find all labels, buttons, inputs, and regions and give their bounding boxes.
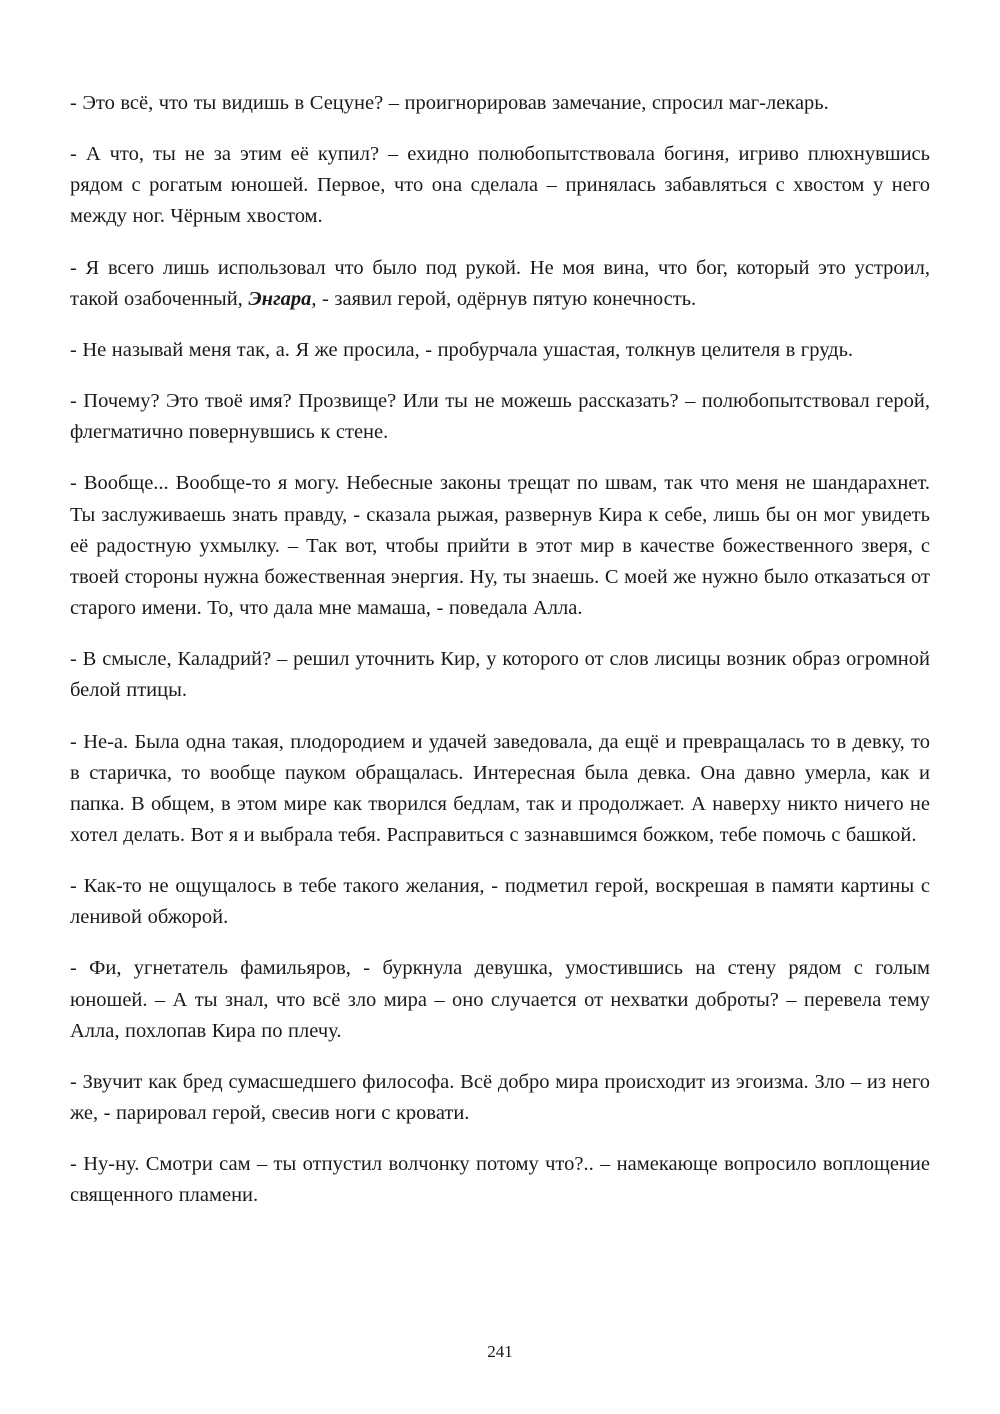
emphasized-name: Энгара <box>248 287 312 310</box>
paragraph: - Как-то не ощущалось в тебе такого желания, - подметил герой, воскрешая в памяти картины с ленивой обжорой. <box>70 875 930 929</box>
paragraph-with-emphasis <box>70 253 930 315</box>
paragraph: - Звучит как бред сумасшедшего философа. Всё добро мира происходит из эгоизма. Зло – из него же, - парировал герой, свесив ноги с кровати. <box>70 1070 930 1125</box>
paragraph: - Почему? Это твоё имя? Прозвище? Или ты не можешь рассказать? – полюбопытствовал герой, флегматично повернувшись к стене. <box>70 390 930 444</box>
paragraph-segment-text: - Я всего лишь использовал что было под рукой. Не моя вина, что бог, который это устроил, такой озабоченный, <box>70 256 930 310</box>
paragraph: - А что, ты не за этим её купил? – ехидно полюбопытствовала богиня, игриво плюхнувшись рядом с рогатым юношей. Первое, что она сделала – принялась забавляться с хвостом у него между ног. Чёрным хвостом. <box>70 143 930 228</box>
paragraph-segment-text: , - заявил герой, одёрнув пятую конечность. <box>311 287 697 310</box>
paragraph: - В смысле, Каладрий? – решил уточнить Кир, у которого от слов лисицы возник образ огромной белой птицы. <box>70 648 930 702</box>
page-number: 241 <box>487 1342 513 1361</box>
paragraph: - Не-а. Была одна такая, плодородием и удачей заведовала, да ещё и превращалась то в девку, то в старичка, то вообще пауком обращалась. Интересная была девка. Она давно умерла, как и папка. В общем, в этом мире как творился бедлам, так и продолжает. А наверху никто ничего не хотел делать. Вот я и выбрала тебя. Расправиться с зазнавшимся божком, тебе помочь с башкой. <box>70 730 930 846</box>
paragraph: - Это всё, что ты видишь в Сецуне? – проигнорировав замечание, спросил маг-лекарь. <box>70 92 829 114</box>
paragraph: - Не называй меня так, а. Я же просила, - пробурчала ушастая, толкнув целителя в грудь. <box>70 338 854 361</box>
page-body <box>70 88 930 1212</box>
paragraph: - Ну-ну. Смотри сам – ты отпустил волчонку потому что?.. – намекающе вопросило воплощение священного пламени. <box>70 1153 930 1207</box>
paragraph: - Вообще... Вообще-то я могу. Небесные законы трещат по швам, так что меня не шандарахнет. Ты заслуживаешь знать правду, - сказала рыжая, развернув Кира к себе, лишь бы он мог увидеть её радостную ухмылку. – Так вот, чтобы прийти в этот мир в качестве божественного зверя, с твоей стороны нужна божественная энергия. Ну, ты знаешь. С моей же нужно было отказаться от старого имени. То, что дала мне мамаша, - поведала Алла. <box>70 472 930 620</box>
paragraph: - Фи, угнетатель фамильяров, - буркнула девушка, умостившись на стену рядом с голым юношей. – А ты знал, что всё зло мира – оно случается от нехватки доброты? – перевела тему Алла, похлопав Кира по плечу. <box>70 957 930 1042</box>
